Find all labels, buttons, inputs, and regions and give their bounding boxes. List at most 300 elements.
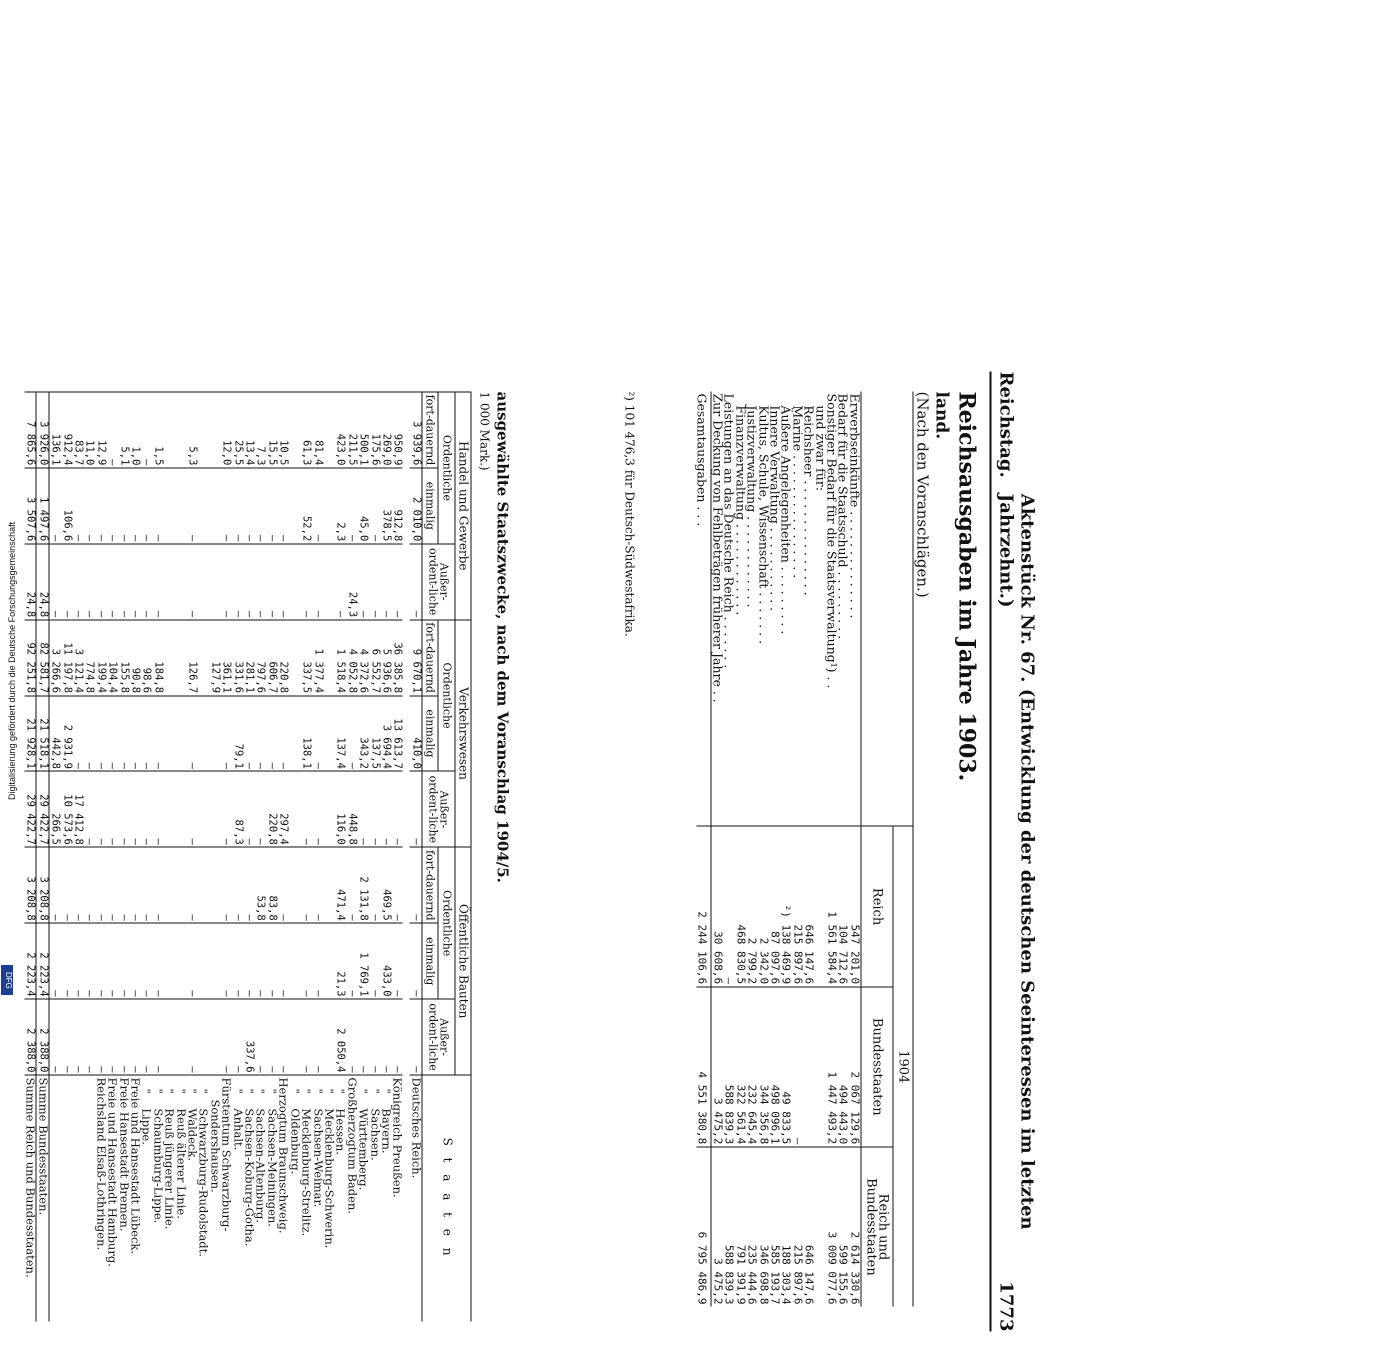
cell-value: 175,6 — [369, 392, 380, 468]
cell-value: — — [266, 696, 277, 772]
cell-value: 104 712,6 — [837, 826, 848, 986]
table-row — [792, 392, 803, 1307]
cell-value — [163, 923, 174, 999]
cell-value: — — [346, 696, 357, 772]
table2-title: ausgewählte Staatszwecke, nach dem Voranschlag 1904/5. — [493, 391, 512, 883]
table-row — [129, 392, 140, 1322]
cell-value: 127,9 — [209, 620, 220, 696]
cell-value — [175, 923, 186, 999]
table-row — [49, 392, 61, 1322]
table-row — [232, 392, 243, 1322]
table-row — [410, 392, 422, 1322]
cell-value: 361,1 — [220, 620, 231, 696]
cell-value: 83,7 — [72, 392, 83, 468]
cell-value: — — [129, 847, 140, 923]
cell-value: 36 385,8 — [391, 620, 402, 696]
cell-value: — — [152, 468, 163, 544]
cell-value: — — [72, 696, 83, 772]
table-row — [334, 392, 345, 1322]
cell-value: 215 897,6 — [792, 1147, 803, 1307]
cell-value — [175, 771, 186, 847]
cell-value: — — [255, 468, 266, 544]
cell-value: — — [357, 544, 368, 620]
cell-value: — — [129, 696, 140, 772]
cell-value: — — [277, 544, 288, 620]
cell-value: 49 833,5 — [780, 987, 791, 1147]
cell-value: 3 009 077,6 — [826, 1147, 837, 1307]
cell-value: — — [118, 468, 129, 544]
cell-value: — — [334, 544, 345, 620]
cell-value: — — [312, 771, 323, 847]
state-name: " Sachsen-Weimar. — [312, 1075, 323, 1321]
cell-value: 137,4 — [334, 696, 345, 772]
cell-value: 53,8 — [255, 847, 266, 923]
row-label: Innere Verwaltung . . . . . . . . . . . — [767, 393, 783, 612]
cell-value: 337,6 — [243, 999, 254, 1075]
col-header: Reich und Bundesstaaten — [861, 1147, 893, 1307]
cell-value — [815, 1147, 826, 1307]
cell-value: 331,6 — [232, 620, 243, 696]
cell-value: 98,6 — [141, 620, 152, 696]
cell-value: 269,0 — [380, 392, 391, 468]
table-row — [163, 392, 174, 1322]
table-row — [312, 392, 323, 1322]
sum-row — [24, 392, 36, 1322]
state-name: " Waldeck. — [186, 1075, 197, 1321]
cell-value: 116,0 — [334, 771, 345, 847]
cell-value: — — [277, 999, 288, 1075]
cell-value: 912,8 — [391, 468, 402, 544]
cell-value: 498 096,1 — [769, 987, 780, 1147]
sum-value: 7 865,6 — [24, 392, 36, 468]
cell-value: — — [277, 923, 288, 999]
cell-value: 410,0 — [410, 696, 422, 772]
cell-value: — — [220, 923, 231, 999]
state-name: " Sachsen-Meiningen. — [266, 1075, 277, 1321]
state-name: Großherzogtum Baden. — [346, 1075, 357, 1321]
row-label: Marine . . . . . . . . . . . . . . . . — [790, 393, 806, 579]
col-header: einmalig — [422, 696, 438, 772]
cell-value: — — [369, 771, 380, 847]
cell-value: — — [410, 544, 422, 620]
cell-value: — — [266, 544, 277, 620]
state-name: " Lippe. — [141, 1075, 152, 1321]
cell-value: — — [380, 544, 391, 620]
cell-value: — — [232, 999, 243, 1075]
table-row — [72, 392, 83, 1322]
cell-value: — — [220, 847, 231, 923]
cell-value: 2 799,2 — [746, 826, 757, 986]
state-name — [49, 1075, 61, 1321]
cell-value: 646 147,6 — [803, 826, 814, 986]
cell-value: — — [232, 847, 243, 923]
state-name — [72, 1075, 83, 1321]
cell-value: — — [357, 771, 368, 847]
sum-value: 92 251,8 — [24, 620, 36, 696]
group-header: Handel und Gewerbe — [455, 392, 471, 620]
cell-value: — — [152, 771, 163, 847]
cell-value: — — [277, 696, 288, 772]
expenditure-table-body — [697, 392, 861, 1307]
page-title: Reichsausgaben im Jahre 1903. — [953, 391, 980, 782]
col-header: Außer-ordent-liche — [422, 544, 455, 620]
cell-value: — — [357, 999, 368, 1075]
cell-value: 2 010,0 — [410, 468, 422, 544]
cell-value — [289, 999, 300, 1075]
col-header: Reich — [861, 826, 893, 986]
cell-value: 199,4 — [95, 620, 106, 696]
cell-value: — — [129, 468, 140, 544]
cell-value: 2 067 129,6 — [849, 987, 861, 1147]
sum-value: 1 497,6 — [36, 468, 48, 544]
row-label: Zur Deckung von Fehlbeträgen früherer Jahre . . — [710, 393, 726, 703]
cell-value: 12,0 — [220, 392, 231, 468]
cell-value — [323, 392, 334, 468]
total-value: 4 551 380,8 — [697, 987, 712, 1147]
cell-value: 21,3 — [334, 923, 345, 999]
cell-value: 3 939,6 — [410, 392, 422, 468]
sum-value: 29 422,7 — [36, 771, 48, 847]
cell-value: — — [266, 999, 277, 1075]
cell-value: — — [84, 468, 95, 544]
col-header: einmalig — [422, 468, 438, 544]
cell-value: 266,5 — [49, 771, 61, 847]
state-name: " Schwarzburg-Rudolstadt. — [198, 1075, 209, 1321]
table-row — [84, 392, 95, 1322]
cell-value: 1 518,4 — [334, 620, 345, 696]
cell-value: 87 097,6 — [769, 826, 780, 986]
row-label: Bedarf für die Staatsschuld . . . . . . . . . — [835, 393, 851, 640]
cell-value: 797,6 — [255, 620, 266, 696]
cell-value: 25,5 — [232, 392, 243, 468]
row-label: Kultus, Schule, Wissenschaft . . . . . . . — [756, 393, 772, 645]
cell-value: — — [129, 923, 140, 999]
page-subtitle-note: (Nach den Voranschlägen.) — [913, 391, 932, 598]
cell-value: — — [255, 923, 266, 999]
cell-value: — — [220, 696, 231, 772]
cell-value: — — [84, 999, 95, 1075]
cell-value — [163, 696, 174, 772]
cell-value: — — [220, 468, 231, 544]
state-name: " Württemberg. — [357, 1075, 368, 1321]
cell-value: — — [95, 847, 106, 923]
cell-value: — — [346, 847, 357, 923]
cell-value: — — [72, 544, 83, 620]
col-header: fort-dauernd — [422, 620, 438, 696]
cell-value — [815, 987, 826, 1147]
footnote: ²) 101 476,3 für Deutsch-Südwestafrika. — [622, 391, 637, 637]
state-name: " Sachsen-Koburg-Gotha. — [243, 1075, 254, 1321]
state-name: " Hessen. — [334, 1075, 345, 1321]
cell-value: — — [141, 923, 152, 999]
cell-value: — — [141, 696, 152, 772]
cell-value: 12,9 — [95, 392, 106, 468]
col-header: Außer-ordent-liche — [422, 999, 455, 1075]
cell-value: — — [243, 923, 254, 999]
cell-value: 1 447 493,2 — [826, 987, 837, 1147]
cell-value — [198, 696, 209, 772]
table2-unit: 1 000 Mark.) — [477, 391, 492, 471]
cell-value: — — [255, 696, 266, 772]
row-label: Finanzverwaltung . . . . . . . . . . . . — [733, 393, 749, 616]
cell-value — [175, 468, 186, 544]
state-name: " Oldenburg. — [289, 1075, 300, 1321]
table-row — [209, 392, 220, 1322]
table-row — [152, 392, 163, 1322]
cell-value: — — [255, 999, 266, 1075]
cell-value: — — [410, 999, 422, 1075]
table-row — [118, 392, 129, 1322]
cell-value: 13 613,7 — [391, 696, 402, 772]
cell-value: 9 670,1 — [410, 620, 422, 696]
cell-value: 2 614 330,6 — [849, 1147, 861, 1307]
cell-value: — — [141, 468, 152, 544]
cell-value: 61,3 — [300, 392, 311, 468]
col-header: fort-dauernd — [422, 847, 438, 923]
row-label: Äußere Angelegenheiten . . . . . . . . . — [778, 393, 794, 635]
cell-value: 1 377,4 — [312, 620, 323, 696]
state-purposes-table — [24, 392, 471, 1322]
cell-value — [289, 468, 300, 544]
cell-value: 791 391,9 — [735, 1147, 746, 1307]
cell-value: — — [95, 468, 106, 544]
cell-value: — — [391, 847, 402, 923]
sum-value: 3 507,6 — [24, 468, 36, 544]
cell-value: — — [186, 771, 197, 847]
table-row — [186, 392, 197, 1322]
cell-value: — — [300, 999, 311, 1075]
cell-value: — — [300, 923, 311, 999]
cell-value — [198, 544, 209, 620]
row-label: Reichsheer . . . . . . . . . . . . . . . — [801, 393, 817, 596]
cell-value — [803, 987, 814, 1147]
state-name: Freie und Hansestadt Lübeck. — [129, 1075, 140, 1321]
cell-value: — — [312, 999, 323, 1075]
subgroup-header: Ordentliche — [438, 392, 454, 544]
cell-value: 646 147,6 — [803, 1147, 814, 1307]
cell-value: — — [391, 923, 402, 999]
cell-value: 24,3 — [346, 544, 357, 620]
cell-value: 215 897,6 — [792, 826, 803, 986]
cell-value: — — [118, 696, 129, 772]
cell-value — [163, 468, 174, 544]
cell-value: — — [346, 468, 357, 544]
cell-value: — — [106, 923, 117, 999]
cell-value: — — [141, 999, 152, 1075]
cell-value: — — [118, 771, 129, 847]
row-label: Erwerbseinkünfte . . . . . . . . . . . . . . — [847, 393, 863, 619]
group-header-row — [455, 392, 471, 1322]
table-row — [380, 392, 391, 1322]
cell-value: — — [369, 847, 380, 923]
cell-value — [198, 771, 209, 847]
cell-value: 126,7 — [186, 620, 197, 696]
cell-value: 433,0 — [380, 923, 391, 999]
table-row — [849, 392, 861, 1307]
sum-row — [36, 392, 48, 1322]
cell-value: 494 443,0 — [837, 987, 848, 1147]
state-name — [61, 1075, 72, 1321]
cell-value: — — [118, 999, 129, 1075]
cell-value: — — [410, 847, 422, 923]
cell-value — [175, 392, 186, 468]
states-header: S t a a t e n — [422, 1075, 471, 1321]
cell-value — [323, 468, 334, 544]
cell-value: — — [84, 923, 95, 999]
cell-value — [175, 620, 186, 696]
cell-value: — — [243, 696, 254, 772]
cell-value: — — [391, 544, 402, 620]
cell-value: 138,1 — [300, 696, 311, 772]
cell-value: — — [380, 771, 391, 847]
cell-value — [289, 696, 300, 772]
cell-value — [323, 544, 334, 620]
cell-value: — — [118, 923, 129, 999]
cell-value: — — [106, 392, 117, 468]
cell-value: — — [49, 999, 61, 1075]
cell-value: 10,5 — [277, 392, 288, 468]
cell-value: — — [277, 468, 288, 544]
cell-value: 188 303,4 — [780, 1147, 791, 1307]
cell-value — [175, 999, 186, 1075]
cell-value — [209, 771, 220, 847]
cell-value: 87,3 — [232, 771, 243, 847]
state-name: " Sachsen-Altenburg. — [255, 1075, 266, 1321]
cell-value: — — [186, 999, 197, 1075]
cell-value — [163, 544, 174, 620]
cell-value — [323, 696, 334, 772]
cell-value: — — [141, 544, 152, 620]
cell-value: 950,9 — [391, 392, 402, 468]
cell-value: — — [232, 468, 243, 544]
cell-value: — — [391, 771, 402, 847]
cell-value — [289, 847, 300, 923]
cell-value: 469,5 — [380, 847, 391, 923]
cell-value: — — [792, 987, 803, 1147]
sum-value: 21 518,1 — [36, 696, 48, 772]
cell-value — [163, 771, 174, 847]
cell-value — [289, 544, 300, 620]
cell-value — [323, 999, 334, 1075]
cell-value: — — [152, 923, 163, 999]
row-label: Leistungen an das Deutsche Reich . . . . . . . — [721, 393, 737, 669]
subgroup-header: Ordentliche — [438, 847, 454, 999]
cell-value: — — [723, 826, 734, 986]
cell-value: 137,5 — [369, 696, 380, 772]
cell-value: — — [346, 999, 357, 1075]
expenditure-table — [697, 392, 914, 1307]
dfg-logo: DFG — [1, 965, 13, 995]
cell-value — [198, 392, 209, 468]
table-row — [61, 392, 72, 1322]
page-subtitle: land. — [931, 391, 952, 440]
cell-value: — — [312, 544, 323, 620]
cell-value: 104,4 — [106, 620, 117, 696]
cell-value: 5 936,6 — [380, 620, 391, 696]
cell-value: — — [106, 847, 117, 923]
cell-value: — — [243, 771, 254, 847]
cell-value: 4 052,8 — [346, 620, 357, 696]
cell-value — [289, 771, 300, 847]
spacer-cell — [403, 392, 410, 1322]
table-row — [175, 392, 186, 1322]
cell-value — [175, 847, 186, 923]
cell-value: — — [49, 544, 61, 620]
year-header: 1904 — [893, 826, 913, 1306]
cell-value: 344 356,8 — [758, 987, 769, 1147]
cell-value: 184,8 — [152, 620, 163, 696]
state-name: " Schaumburg-Lippe. — [152, 1075, 163, 1321]
table-row — [300, 392, 311, 1322]
cell-value: 106,6 — [61, 468, 72, 544]
table-row — [266, 392, 277, 1322]
state-purposes-table-head — [422, 392, 471, 1322]
cell-value — [209, 468, 220, 544]
cell-value: — — [141, 771, 152, 847]
cell-value: — — [152, 999, 163, 1075]
subgroup-header: Ordentliche — [438, 620, 454, 772]
state-name: " Reuß älterer Linie. — [175, 1075, 186, 1321]
cell-value: 220,8 — [266, 771, 277, 847]
table-row — [255, 392, 266, 1322]
state-name: Deutsches Reich. — [410, 1075, 422, 1321]
cell-value: 2 931,9 — [61, 696, 72, 772]
cell-value: — — [72, 847, 83, 923]
cell-value: 11 197,8 — [61, 620, 72, 696]
cell-value: — — [141, 847, 152, 923]
cell-value: 13,4 — [243, 392, 254, 468]
cell-value: — — [152, 696, 163, 772]
cell-value: 588 839,3 — [723, 1147, 734, 1307]
cell-value — [815, 826, 826, 986]
table-row — [346, 392, 357, 1322]
cell-value: ²) 138 469,9 — [780, 826, 791, 986]
cell-value: — — [232, 544, 243, 620]
cell-value — [175, 544, 186, 620]
running-head-number: 1773 — [995, 1281, 1017, 1332]
table-row — [712, 392, 724, 1307]
state-name: " Mecklenburg-Strelitz. — [300, 1075, 311, 1321]
cell-value: — — [300, 847, 311, 923]
cell-value: 5,1 — [118, 392, 129, 468]
table-row — [95, 392, 106, 1322]
cell-value: — — [49, 468, 61, 544]
cell-value: — — [84, 771, 95, 847]
state-name: Freie und Hansestadt Hamburg. — [106, 1075, 117, 1321]
col-header: einmalig — [422, 923, 438, 999]
table-row — [826, 392, 837, 1307]
cell-value: — — [255, 771, 266, 847]
table-row — [243, 392, 254, 1322]
running-head-left: Reichstag. — [995, 371, 1017, 478]
cell-value — [289, 392, 300, 468]
cell-value: — — [369, 999, 380, 1075]
table-row — [391, 392, 402, 1322]
cell-value: — — [61, 847, 72, 923]
cell-value: — — [186, 696, 197, 772]
cell-value — [163, 392, 174, 468]
cell-value: — — [312, 468, 323, 544]
sidebar-credit: Digitalisierung gefördert durch die Deutsche Forschungsgemeinschaft — [7, 521, 17, 800]
cell-value: — — [152, 847, 163, 923]
cell-value: 346 698,8 — [758, 1147, 769, 1307]
cell-value: — — [72, 923, 83, 999]
cell-value: — — [346, 923, 357, 999]
cell-value: 588 839,3 — [723, 987, 734, 1147]
cell-value — [198, 847, 209, 923]
cell-value — [163, 999, 174, 1075]
cell-value: — — [369, 544, 380, 620]
